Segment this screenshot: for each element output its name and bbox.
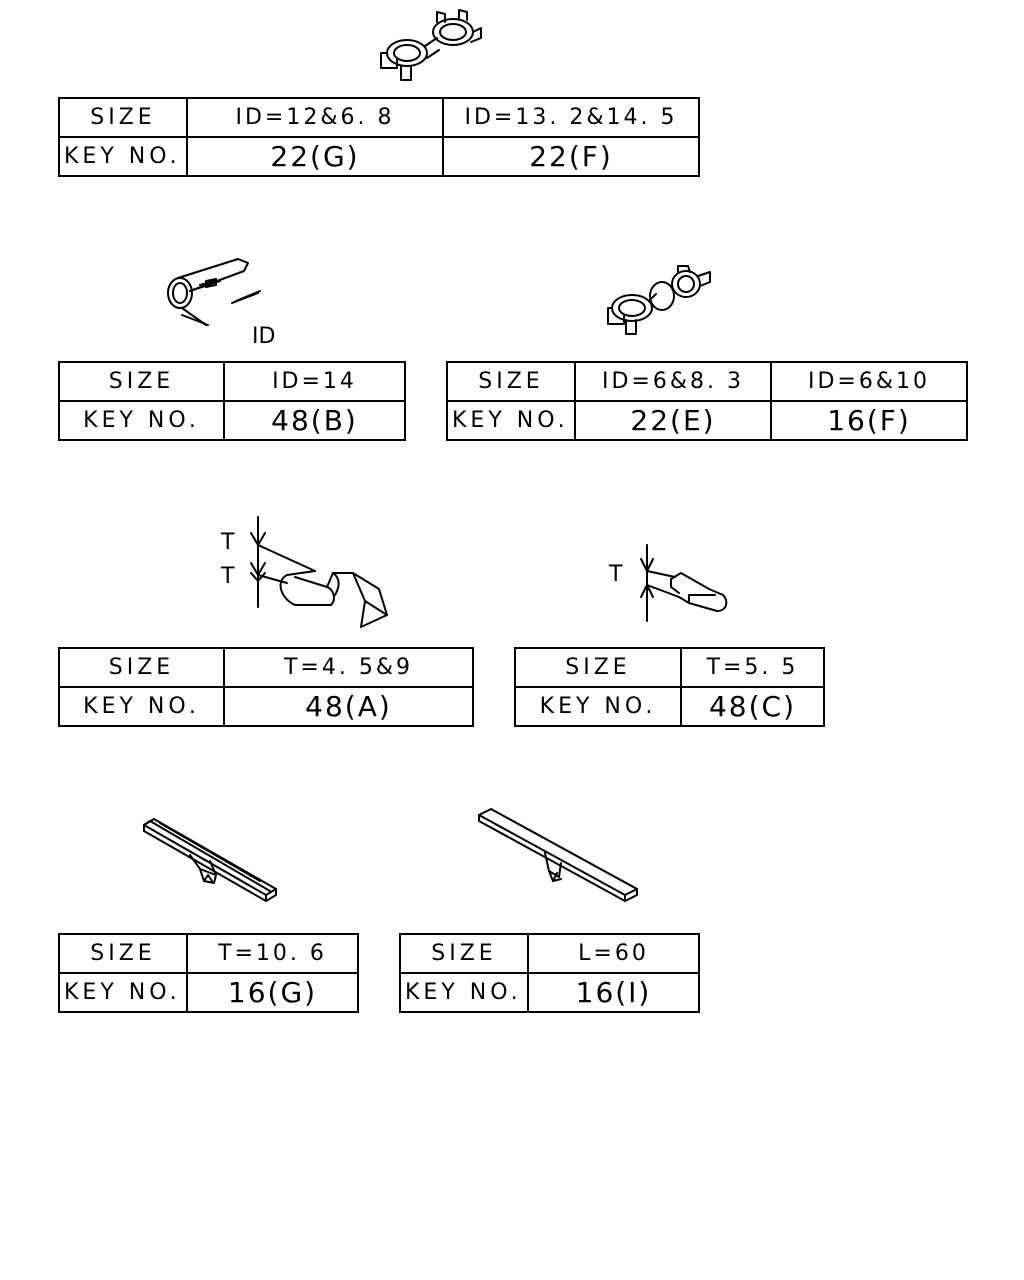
parts-table-2 — [58, 361, 406, 441]
flat-clip-icon — [605, 545, 735, 625]
table-row — [59, 362, 405, 401]
table-row — [59, 137, 699, 176]
size-label: SIZE — [515, 648, 681, 687]
key-no-value: 22(F) — [443, 137, 699, 176]
single-clip-icon — [160, 255, 300, 350]
key-no-label: KEY NO. — [59, 401, 224, 440]
t-single-dimension-label: T — [609, 562, 623, 587]
size-label: SIZE — [400, 934, 528, 973]
key-no-value: 22(G) — [187, 137, 443, 176]
parts-table-3 — [446, 361, 968, 441]
table-row — [515, 648, 824, 687]
table-row — [59, 648, 473, 687]
table-row — [400, 973, 699, 1012]
size-value: T=10. 6 — [187, 934, 358, 973]
size-value: L=60 — [528, 934, 699, 973]
size-value: ID=6&8. 3 — [575, 362, 771, 401]
key-no-value: 48(B) — [224, 401, 405, 440]
table-row — [59, 687, 473, 726]
key-no-value: 48(C) — [681, 687, 824, 726]
key-no-value: 16(F) — [771, 401, 967, 440]
key-no-label: KEY NO. — [400, 973, 528, 1012]
key-no-label: KEY NO. — [447, 401, 575, 440]
parts-table-5 — [514, 647, 825, 727]
size-label: SIZE — [59, 362, 224, 401]
double-hose-clamp-icon — [600, 262, 720, 337]
s-clip-icon — [215, 515, 395, 635]
parts-table-6 — [58, 933, 359, 1013]
key-no-value: 16(I) — [528, 973, 699, 1012]
key-no-value: 22(E) — [575, 401, 771, 440]
t-upper-dimension-label: T — [221, 530, 235, 555]
size-label: SIZE — [59, 98, 187, 137]
table-row — [447, 362, 967, 401]
size-label: SIZE — [447, 362, 575, 401]
table-row — [400, 934, 699, 973]
table-row — [59, 973, 358, 1012]
double-clamp-icon — [375, 8, 490, 83]
size-value: ID=12&6. 8 — [187, 98, 443, 137]
key-no-label: KEY NO. — [59, 137, 187, 176]
table-row — [447, 401, 967, 440]
key-no-value: 16(G) — [187, 973, 358, 1012]
clip-bar-long-icon — [475, 805, 645, 910]
id-dimension-label: ID — [252, 324, 276, 349]
parts-table-4 — [58, 647, 474, 727]
key-no-label: KEY NO. — [59, 687, 224, 726]
table-row — [59, 98, 699, 137]
size-value: ID=6&10 — [771, 362, 967, 401]
key-no-label: KEY NO. — [515, 687, 681, 726]
key-no-label: KEY NO. — [59, 973, 187, 1012]
parts-table-7 — [399, 933, 700, 1013]
t-lower-dimension-label: T — [221, 564, 235, 589]
size-value: ID=14 — [224, 362, 405, 401]
table-row — [59, 401, 405, 440]
size-label: SIZE — [59, 934, 187, 973]
size-label: SIZE — [59, 648, 224, 687]
size-value: ID=13. 2&14. 5 — [443, 98, 699, 137]
key-no-value: 48(A) — [224, 687, 473, 726]
table-row — [59, 934, 358, 973]
parts-table-1 — [58, 97, 700, 177]
size-value: T=5. 5 — [681, 648, 824, 687]
table-row — [515, 687, 824, 726]
size-value: T=4. 5&9 — [224, 648, 473, 687]
clip-bar-icon — [140, 815, 285, 907]
